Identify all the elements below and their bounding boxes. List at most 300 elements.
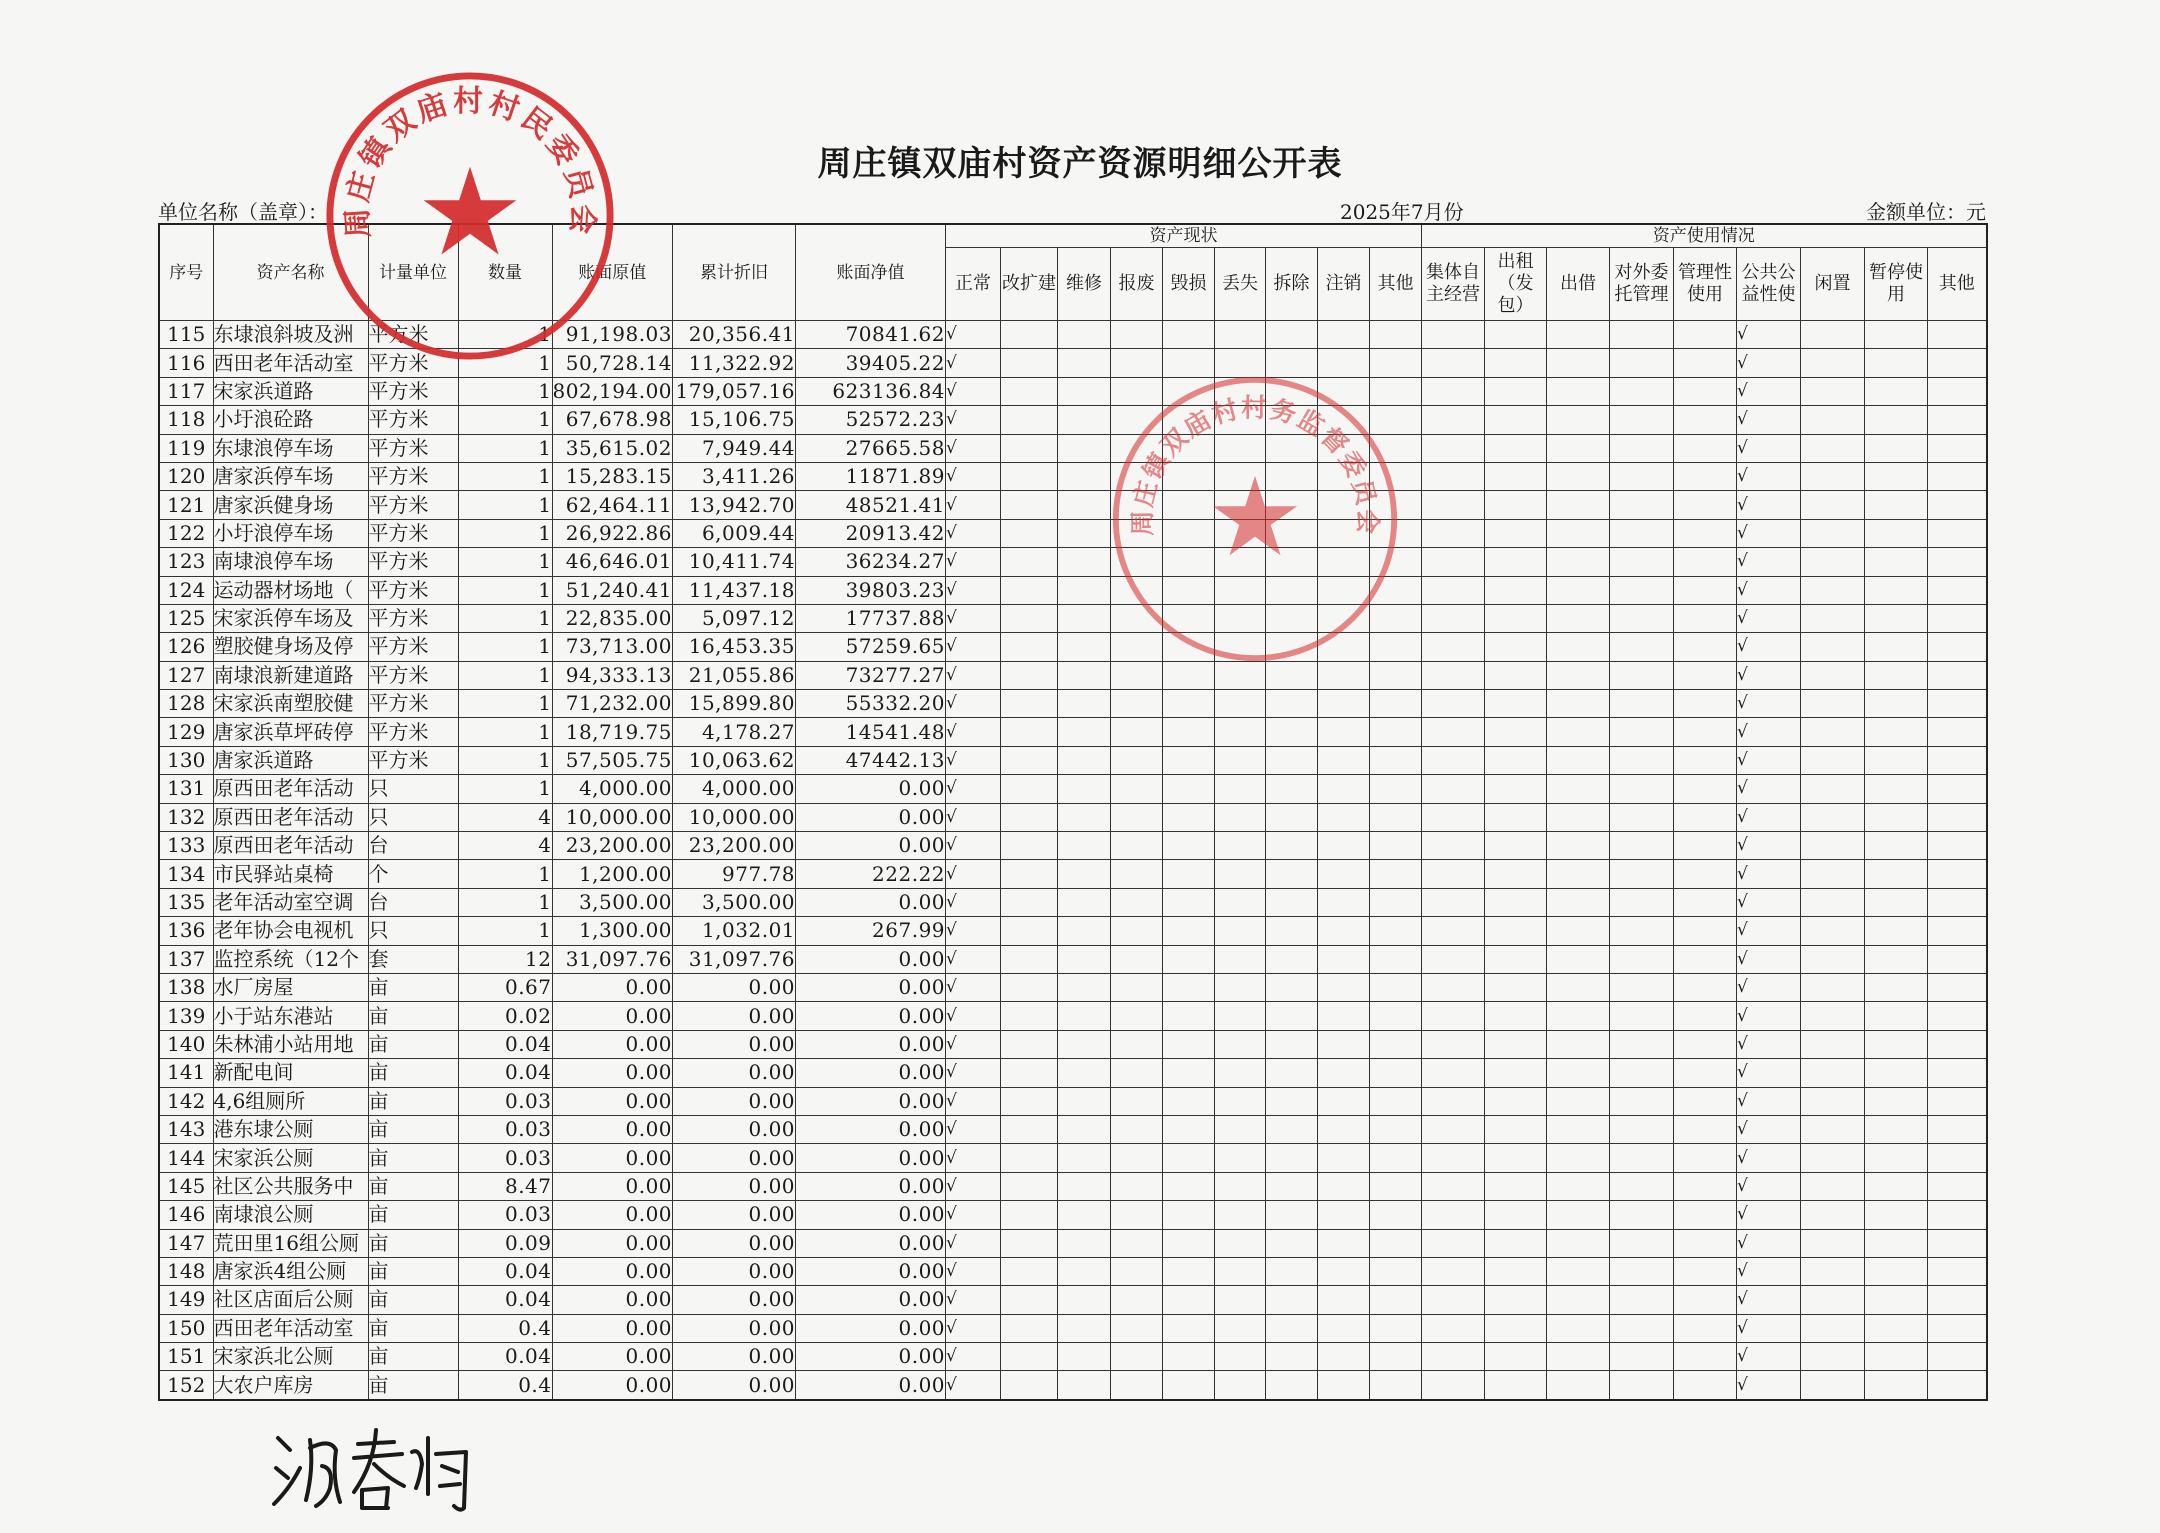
- empty-cell: [1801, 1343, 1865, 1371]
- empty-cell: [1674, 718, 1737, 746]
- empty-cell: [1422, 462, 1485, 490]
- empty-cell: [1001, 633, 1058, 661]
- empty-cell: [1370, 1229, 1422, 1257]
- empty-cell: [1485, 1371, 1547, 1400]
- quantity: 0.04: [458, 1257, 552, 1285]
- quantity: 1: [458, 377, 552, 405]
- empty-cell: [1422, 1030, 1485, 1058]
- empty-cell: [1370, 377, 1422, 405]
- accumulated-depreciation: 23,200.00: [673, 832, 796, 860]
- asset-name: 原西田老年活动: [213, 775, 368, 803]
- quantity: 1: [458, 434, 552, 462]
- accumulated-depreciation: 11,437.18: [673, 576, 796, 604]
- empty-cell: [1865, 1172, 1928, 1200]
- empty-cell: [1058, 1201, 1111, 1229]
- empty-cell: [1610, 1201, 1674, 1229]
- empty-cell: [1111, 462, 1163, 490]
- book-value: 94,333.13: [552, 661, 673, 689]
- empty-cell: [1370, 832, 1422, 860]
- row-number: 138: [159, 973, 213, 1001]
- empty-cell: [1266, 832, 1318, 860]
- empty-cell: [1547, 1144, 1610, 1172]
- measure-unit: 亩: [368, 1087, 458, 1115]
- status-normal-check: √: [946, 832, 1001, 860]
- header-usage-col: 出借: [1547, 248, 1610, 321]
- book-value: 62,464.11: [552, 491, 673, 519]
- empty-cell: [1928, 1371, 1987, 1400]
- empty-cell: [1865, 406, 1928, 434]
- table-row: [159, 690, 1987, 718]
- empty-cell: [1865, 1002, 1928, 1030]
- empty-cell: [1422, 775, 1485, 803]
- empty-cell: [1801, 746, 1865, 774]
- empty-cell: [1001, 604, 1058, 632]
- empty-cell: [1422, 1257, 1485, 1285]
- empty-cell: [1215, 1115, 1266, 1143]
- asset-name: 唐家浜道路: [213, 746, 368, 774]
- empty-cell: [1215, 945, 1266, 973]
- empty-cell: [1801, 1087, 1865, 1115]
- usage-public-check: √: [1737, 1144, 1801, 1172]
- empty-cell: [1422, 1201, 1485, 1229]
- empty-cell: [1485, 746, 1547, 774]
- empty-cell: [1111, 803, 1163, 831]
- measure-unit: 亩: [368, 1059, 458, 1087]
- book-value: 18,719.75: [552, 718, 673, 746]
- empty-cell: [1801, 576, 1865, 604]
- net-value: 0.00: [796, 1286, 946, 1314]
- asset-name: 大农户库房: [213, 1371, 368, 1400]
- empty-cell: [1215, 1343, 1266, 1371]
- empty-cell: [1547, 746, 1610, 774]
- empty-cell: [1318, 1144, 1370, 1172]
- status-normal-check: √: [946, 1172, 1001, 1200]
- accumulated-depreciation: 1,032.01: [673, 917, 796, 945]
- table-row: [159, 775, 1987, 803]
- measure-unit: 平方米: [368, 491, 458, 519]
- empty-cell: [1674, 1343, 1737, 1371]
- empty-cell: [1001, 1030, 1058, 1058]
- net-value: 0.00: [796, 1030, 946, 1058]
- header-status-col: 拆除: [1266, 248, 1318, 321]
- quantity: 1: [458, 888, 552, 916]
- empty-cell: [1163, 973, 1215, 1001]
- empty-cell: [1058, 604, 1111, 632]
- empty-cell: [1865, 1144, 1928, 1172]
- header-usage-col: 暂停使用: [1865, 248, 1928, 321]
- measure-unit: 平方米: [368, 718, 458, 746]
- empty-cell: [1547, 973, 1610, 1001]
- empty-cell: [1610, 1257, 1674, 1285]
- empty-cell: [1485, 377, 1547, 405]
- book-value: 0.00: [552, 1172, 673, 1200]
- empty-cell: [1485, 519, 1547, 547]
- asset-name: 塑胶健身场及停: [213, 633, 368, 661]
- empty-cell: [1215, 1286, 1266, 1314]
- measure-unit: 亩: [368, 1371, 458, 1400]
- empty-cell: [1318, 803, 1370, 831]
- usage-public-check: √: [1737, 1343, 1801, 1371]
- empty-cell: [1928, 1144, 1987, 1172]
- accumulated-depreciation: 3,411.26: [673, 462, 796, 490]
- empty-cell: [1422, 1059, 1485, 1087]
- empty-cell: [1215, 434, 1266, 462]
- empty-cell: [1422, 434, 1485, 462]
- net-value: 11871.89: [796, 462, 946, 490]
- empty-cell: [1318, 462, 1370, 490]
- row-number: 144: [159, 1144, 213, 1172]
- empty-cell: [1318, 1059, 1370, 1087]
- empty-cell: [1163, 1172, 1215, 1200]
- row-number: 139: [159, 1002, 213, 1030]
- book-value: 26,922.86: [552, 519, 673, 547]
- empty-cell: [1865, 1030, 1928, 1058]
- empty-cell: [1674, 888, 1737, 916]
- empty-cell: [1215, 349, 1266, 377]
- empty-cell: [1266, 973, 1318, 1001]
- net-value: 267.99: [796, 917, 946, 945]
- measure-unit: 亩: [368, 1257, 458, 1285]
- row-number: 136: [159, 917, 213, 945]
- empty-cell: [1610, 1229, 1674, 1257]
- empty-cell: [1801, 491, 1865, 519]
- accumulated-depreciation: 6,009.44: [673, 519, 796, 547]
- asset-name: 唐家浜4组公厕: [213, 1257, 368, 1285]
- empty-cell: [1801, 973, 1865, 1001]
- empty-cell: [1370, 775, 1422, 803]
- empty-cell: [1318, 1002, 1370, 1030]
- row-number: 152: [159, 1371, 213, 1400]
- empty-cell: [1610, 349, 1674, 377]
- empty-cell: [1001, 434, 1058, 462]
- empty-cell: [1422, 321, 1485, 349]
- empty-cell: [1422, 746, 1485, 774]
- empty-cell: [1370, 1087, 1422, 1115]
- empty-cell: [1801, 860, 1865, 888]
- row-number: 148: [159, 1257, 213, 1285]
- quantity: 1: [458, 604, 552, 632]
- usage-public-check: √: [1737, 491, 1801, 519]
- empty-cell: [1928, 491, 1987, 519]
- usage-public-check: √: [1737, 1115, 1801, 1143]
- asset-name: 南埭浪停车场: [213, 548, 368, 576]
- empty-cell: [1058, 1144, 1111, 1172]
- quantity: 0.02: [458, 1002, 552, 1030]
- table-row: [159, 548, 1987, 576]
- row-number: 120: [159, 462, 213, 490]
- net-value: 222.22: [796, 860, 946, 888]
- empty-cell: [1801, 462, 1865, 490]
- empty-cell: [1058, 888, 1111, 916]
- book-value: 15,283.15: [552, 462, 673, 490]
- empty-cell: [1547, 775, 1610, 803]
- empty-cell: [1001, 349, 1058, 377]
- empty-cell: [1058, 1257, 1111, 1285]
- empty-cell: [1318, 917, 1370, 945]
- empty-cell: [1928, 945, 1987, 973]
- empty-cell: [1318, 434, 1370, 462]
- empty-cell: [1674, 1002, 1737, 1030]
- empty-cell: [1674, 1314, 1737, 1342]
- empty-cell: [1163, 377, 1215, 405]
- usage-public-check: √: [1737, 661, 1801, 689]
- empty-cell: [1058, 1343, 1111, 1371]
- empty-cell: [1422, 832, 1485, 860]
- row-number: 146: [159, 1201, 213, 1229]
- row-number: 131: [159, 775, 213, 803]
- empty-cell: [1547, 917, 1610, 945]
- asset-name: 小圩浪停车场: [213, 519, 368, 547]
- empty-cell: [1215, 576, 1266, 604]
- empty-cell: [1801, 945, 1865, 973]
- header-status-col: 正常: [946, 248, 1001, 321]
- status-normal-check: √: [946, 1201, 1001, 1229]
- empty-cell: [1610, 1144, 1674, 1172]
- net-value: 0.00: [796, 945, 946, 973]
- asset-name: 南埭浪公厕: [213, 1201, 368, 1229]
- asset-name: 老年活动室空调: [213, 888, 368, 916]
- row-number: 119: [159, 434, 213, 462]
- accumulated-depreciation: 10,063.62: [673, 746, 796, 774]
- book-value: 50,728.14: [552, 349, 673, 377]
- empty-cell: [1928, 576, 1987, 604]
- empty-cell: [1865, 945, 1928, 973]
- accumulated-depreciation: 31,097.76: [673, 945, 796, 973]
- empty-cell: [1370, 1002, 1422, 1030]
- empty-cell: [1215, 519, 1266, 547]
- empty-cell: [1674, 349, 1737, 377]
- asset-name: 水厂房屋: [213, 973, 368, 1001]
- empty-cell: [1370, 718, 1422, 746]
- net-value: 57259.65: [796, 633, 946, 661]
- empty-cell: [1485, 690, 1547, 718]
- accumulated-depreciation: 4,000.00: [673, 775, 796, 803]
- book-value: 0.00: [552, 1115, 673, 1143]
- empty-cell: [1318, 746, 1370, 774]
- empty-cell: [1485, 803, 1547, 831]
- empty-cell: [1422, 491, 1485, 519]
- asset-name: 宋家浜停车场及: [213, 604, 368, 632]
- empty-cell: [1610, 1371, 1674, 1400]
- empty-cell: [1674, 1172, 1737, 1200]
- usage-public-check: √: [1737, 462, 1801, 490]
- book-value: 31,097.76: [552, 945, 673, 973]
- empty-cell: [1058, 973, 1111, 1001]
- empty-cell: [1370, 1371, 1422, 1400]
- empty-cell: [1422, 945, 1485, 973]
- row-number: 123: [159, 548, 213, 576]
- empty-cell: [1865, 1115, 1928, 1143]
- empty-cell: [1163, 1229, 1215, 1257]
- asset-name: 社区公共服务中: [213, 1172, 368, 1200]
- empty-cell: [1058, 491, 1111, 519]
- usage-public-check: √: [1737, 349, 1801, 377]
- empty-cell: [1111, 888, 1163, 916]
- empty-cell: [1318, 1371, 1370, 1400]
- header-status-col: 报废: [1111, 248, 1163, 321]
- empty-cell: [1801, 519, 1865, 547]
- empty-cell: [1318, 349, 1370, 377]
- row-number: 133: [159, 832, 213, 860]
- empty-cell: [1485, 349, 1547, 377]
- empty-cell: [1865, 519, 1928, 547]
- empty-cell: [1422, 1343, 1485, 1371]
- empty-cell: [1485, 1314, 1547, 1342]
- asset-name: 南埭浪新建道路: [213, 661, 368, 689]
- net-value: 0.00: [796, 1257, 946, 1285]
- stamp-2-text: 周庄镇双庙村村务监督委员会: [1127, 393, 1383, 537]
- empty-cell: [1801, 1115, 1865, 1143]
- empty-cell: [1163, 718, 1215, 746]
- empty-cell: [1111, 917, 1163, 945]
- empty-cell: [1674, 945, 1737, 973]
- empty-cell: [1163, 1371, 1215, 1400]
- empty-cell: [1001, 1229, 1058, 1257]
- header-usage-col: 闲置: [1801, 248, 1865, 321]
- empty-cell: [1163, 321, 1215, 349]
- empty-cell: [1163, 775, 1215, 803]
- asset-name: 西田老年活动室: [213, 349, 368, 377]
- book-value: 4,000.00: [552, 775, 673, 803]
- empty-cell: [1801, 1059, 1865, 1087]
- accumulated-depreciation: 0.00: [673, 1030, 796, 1058]
- empty-cell: [1266, 548, 1318, 576]
- empty-cell: [1610, 803, 1674, 831]
- empty-cell: [1111, 775, 1163, 803]
- header-usage-col: 集体自主经营: [1422, 248, 1485, 321]
- book-value: 57,505.75: [552, 746, 673, 774]
- empty-cell: [1266, 803, 1318, 831]
- empty-cell: [1163, 1059, 1215, 1087]
- empty-cell: [1111, 1030, 1163, 1058]
- empty-cell: [1485, 1002, 1547, 1030]
- empty-cell: [1801, 917, 1865, 945]
- net-value: 0.00: [796, 1087, 946, 1115]
- asset-name: 荒田里16组公厕: [213, 1229, 368, 1257]
- empty-cell: [1370, 1257, 1422, 1285]
- header-status-col: 毁损: [1163, 248, 1215, 321]
- empty-cell: [1370, 973, 1422, 1001]
- measure-unit: 平方米: [368, 406, 458, 434]
- empty-cell: [1111, 321, 1163, 349]
- empty-cell: [1674, 519, 1737, 547]
- net-value: 14541.48: [796, 718, 946, 746]
- status-normal-check: √: [946, 1314, 1001, 1342]
- status-normal-check: √: [946, 888, 1001, 916]
- empty-cell: [1370, 690, 1422, 718]
- measure-unit: 平方米: [368, 321, 458, 349]
- row-number: 126: [159, 633, 213, 661]
- empty-cell: [1547, 1059, 1610, 1087]
- empty-cell: [1801, 888, 1865, 916]
- usage-public-check: √: [1737, 1371, 1801, 1400]
- empty-cell: [1370, 1115, 1422, 1143]
- empty-cell: [1215, 321, 1266, 349]
- empty-cell: [1111, 1087, 1163, 1115]
- measure-unit: 平方米: [368, 746, 458, 774]
- empty-cell: [1001, 1115, 1058, 1143]
- empty-cell: [1610, 1115, 1674, 1143]
- empty-cell: [1318, 945, 1370, 973]
- usage-public-check: √: [1737, 1201, 1801, 1229]
- empty-cell: [1422, 1229, 1485, 1257]
- empty-cell: [1215, 1257, 1266, 1285]
- book-value: 71,232.00: [552, 690, 673, 718]
- empty-cell: [1111, 1314, 1163, 1342]
- measure-unit: 平方米: [368, 661, 458, 689]
- empty-cell: [1422, 917, 1485, 945]
- empty-cell: [1266, 1314, 1318, 1342]
- empty-cell: [1485, 604, 1547, 632]
- quantity: 0.03: [458, 1087, 552, 1115]
- empty-cell: [1801, 775, 1865, 803]
- measure-unit: 亩: [368, 1286, 458, 1314]
- measure-unit: 亩: [368, 1201, 458, 1229]
- empty-cell: [1928, 633, 1987, 661]
- empty-cell: [1001, 803, 1058, 831]
- table-row: [159, 1286, 1987, 1314]
- quantity: 1: [458, 462, 552, 490]
- net-value: 73277.27: [796, 661, 946, 689]
- empty-cell: [1215, 491, 1266, 519]
- empty-cell: [1370, 633, 1422, 661]
- table-row: [159, 1257, 1987, 1285]
- empty-cell: [1610, 718, 1674, 746]
- table-row: [159, 406, 1987, 434]
- empty-cell: [1111, 690, 1163, 718]
- empty-cell: [1674, 377, 1737, 405]
- usage-public-check: √: [1737, 1257, 1801, 1285]
- status-normal-check: √: [946, 1144, 1001, 1172]
- status-normal-check: √: [946, 945, 1001, 973]
- table-row: [159, 973, 1987, 1001]
- empty-cell: [1318, 718, 1370, 746]
- net-value: 0.00: [796, 1059, 946, 1087]
- empty-cell: [1266, 1229, 1318, 1257]
- asset-name: 唐家浜草坪砖停: [213, 718, 368, 746]
- status-normal-check: √: [946, 1030, 1001, 1058]
- empty-cell: [1928, 349, 1987, 377]
- status-normal-check: √: [946, 1087, 1001, 1115]
- empty-cell: [1058, 1030, 1111, 1058]
- net-value: 0.00: [796, 1002, 946, 1030]
- header-usage-col: 出租（发包）: [1485, 248, 1547, 321]
- table-row: [159, 661, 1987, 689]
- empty-cell: [1674, 860, 1737, 888]
- empty-cell: [1801, 349, 1865, 377]
- empty-cell: [1928, 462, 1987, 490]
- empty-cell: [1485, 1030, 1547, 1058]
- net-value: 70841.62: [796, 321, 946, 349]
- empty-cell: [1865, 1059, 1928, 1087]
- asset-name: 港东埭公厕: [213, 1115, 368, 1143]
- empty-cell: [1928, 661, 1987, 689]
- empty-cell: [1674, 1371, 1737, 1400]
- empty-cell: [1058, 718, 1111, 746]
- empty-cell: [1422, 1002, 1485, 1030]
- empty-cell: [1163, 1314, 1215, 1342]
- row-number: 121: [159, 491, 213, 519]
- empty-cell: [1422, 1371, 1485, 1400]
- empty-cell: [1928, 1087, 1987, 1115]
- empty-cell: [1370, 576, 1422, 604]
- net-value: 39405.22: [796, 349, 946, 377]
- empty-cell: [1111, 1201, 1163, 1229]
- empty-cell: [1266, 321, 1318, 349]
- empty-cell: [1674, 604, 1737, 632]
- empty-cell: [1163, 917, 1215, 945]
- measure-unit: 台: [368, 832, 458, 860]
